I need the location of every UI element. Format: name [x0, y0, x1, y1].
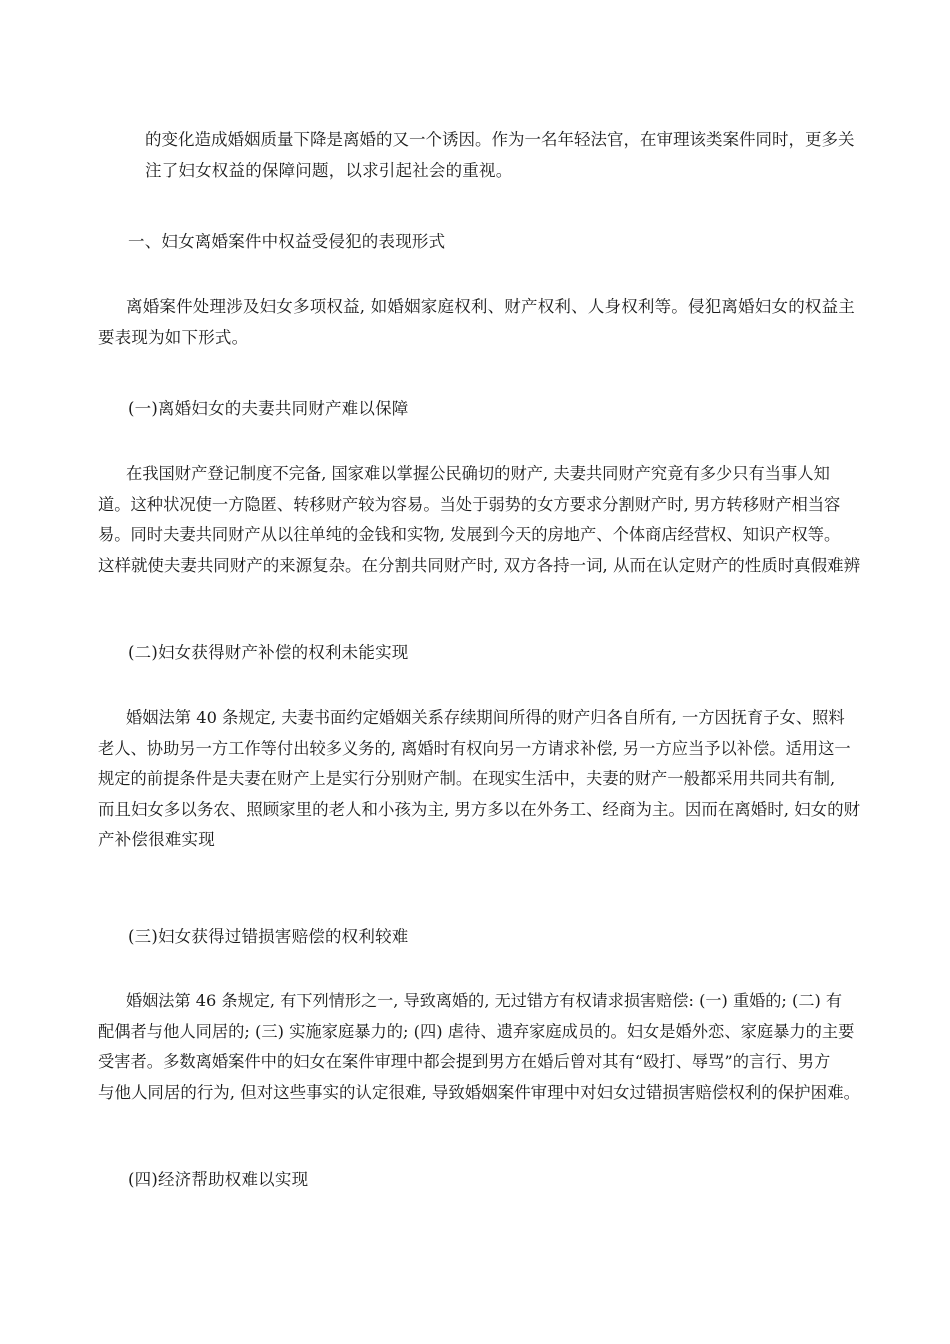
sub3-paragraph — [98, 986, 860, 1108]
paragraph-line: 婚姻法第 46 条规定, 有下列情形之一, 导致离婚的, 无过错方有权请求损害赔偿: (一) 重婚的; (二) 有 — [126, 991, 843, 1010]
paragraph-line: 婚姻法第 40 条规定, 夫妻书面约定婚姻关系存续期间所得的财产归各自所有, 一方因抚育子女、照料 — [126, 708, 845, 727]
paragraph-line: 而且妇女多以务农、照顾家里的老人和小孩为主, 男方多以在外务工、经商为主。因而在离婚时, 妇女的财 — [98, 799, 861, 819]
paragraph-line: 产补偿很难实现 — [98, 830, 215, 849]
intro-line: 的变化造成婚姻质量下降是离婚的又一个诱因。作为一名年轻法官，在审理该类案件同时，更多关 — [145, 130, 855, 149]
paragraph-line: 与他人同居的行为, 但对这些事实的认定很难, 导致婚姻案件审理中对妇女过错损害赔偿权利的保护困难。 — [98, 1082, 861, 1102]
paragraph-line: 要表现为如下形式。 — [98, 327, 249, 347]
paragraph-line: 道。这种状况使一方隐匿、转移财产较为容易。当处于弱势的女方要求分割财产时, 男方转移财产相当容 — [98, 494, 841, 514]
sub1-paragraph — [98, 459, 860, 581]
paragraph-line: 在我国财产登记制度不完备, 国家难以掌握公民确切的财产, 夫妻共同财产究竟有多少只有当事人知 — [126, 464, 830, 483]
paragraph-line: 受害者。多数离婚案件中的妇女在案件审理中都会提到男方在婚后曾对其有“殴打、辱骂”的言行、男方 — [98, 1052, 831, 1071]
paragraph-line: 配偶者与他人同居的; (三) 实施家庭暴力的; (四) 虐待、遗弃家庭成员的。妇女是婚外恋、家庭暴力的主要 — [98, 1021, 855, 1041]
subsection-heading-1: (一)离婚妇女的夫妻共同财产难以保障 — [128, 399, 409, 418]
subsection-heading-4: (四)经济帮助权难以实现 — [128, 1170, 309, 1189]
paragraph-line: 易。同时夫妻共同财产从以往单纯的金钱和实物, 发展到今天的房地产、个体商店经营权、知识产权等。 — [98, 525, 841, 544]
paragraph-line: 老人、协助另一方工作等付出较多义务的, 离婚时有权向另一方请求补偿, 另一方应当予以补偿。适用这一 — [98, 738, 851, 758]
subsection-heading-2: (二)妇女获得财产补偿的权利未能实现 — [128, 643, 409, 662]
subsection-heading-3: (三)妇女获得过错损害赔偿的权利较难 — [128, 927, 409, 946]
section-heading-1: 一、妇女离婚案件中权益受侵犯的表现形式 — [128, 232, 446, 251]
sub2-paragraph — [98, 703, 860, 856]
intro-line: 注了妇女权益的保障问题，以求引起社会的重视。 — [145, 160, 513, 180]
section1-paragraph — [98, 292, 855, 353]
paragraph-line: 规定的前提条件是夫妻在财产上是实行分别财产制。在现实生活中，夫妻的财产一般都采用共同共有制, — [98, 769, 836, 788]
paragraph-line: 离婚案件处理涉及妇女多项权益, 如婚姻家庭权利、财产权利、人身权利等。侵犯离婚妇女的权益主 — [126, 297, 855, 316]
paragraph-line: 这样就使夫妻共同财产的来源复杂。在分割共同财产时, 双方各持一词, 从而在认定财产的性质时真假难辨 — [98, 555, 861, 575]
intro-paragraph — [145, 125, 855, 186]
